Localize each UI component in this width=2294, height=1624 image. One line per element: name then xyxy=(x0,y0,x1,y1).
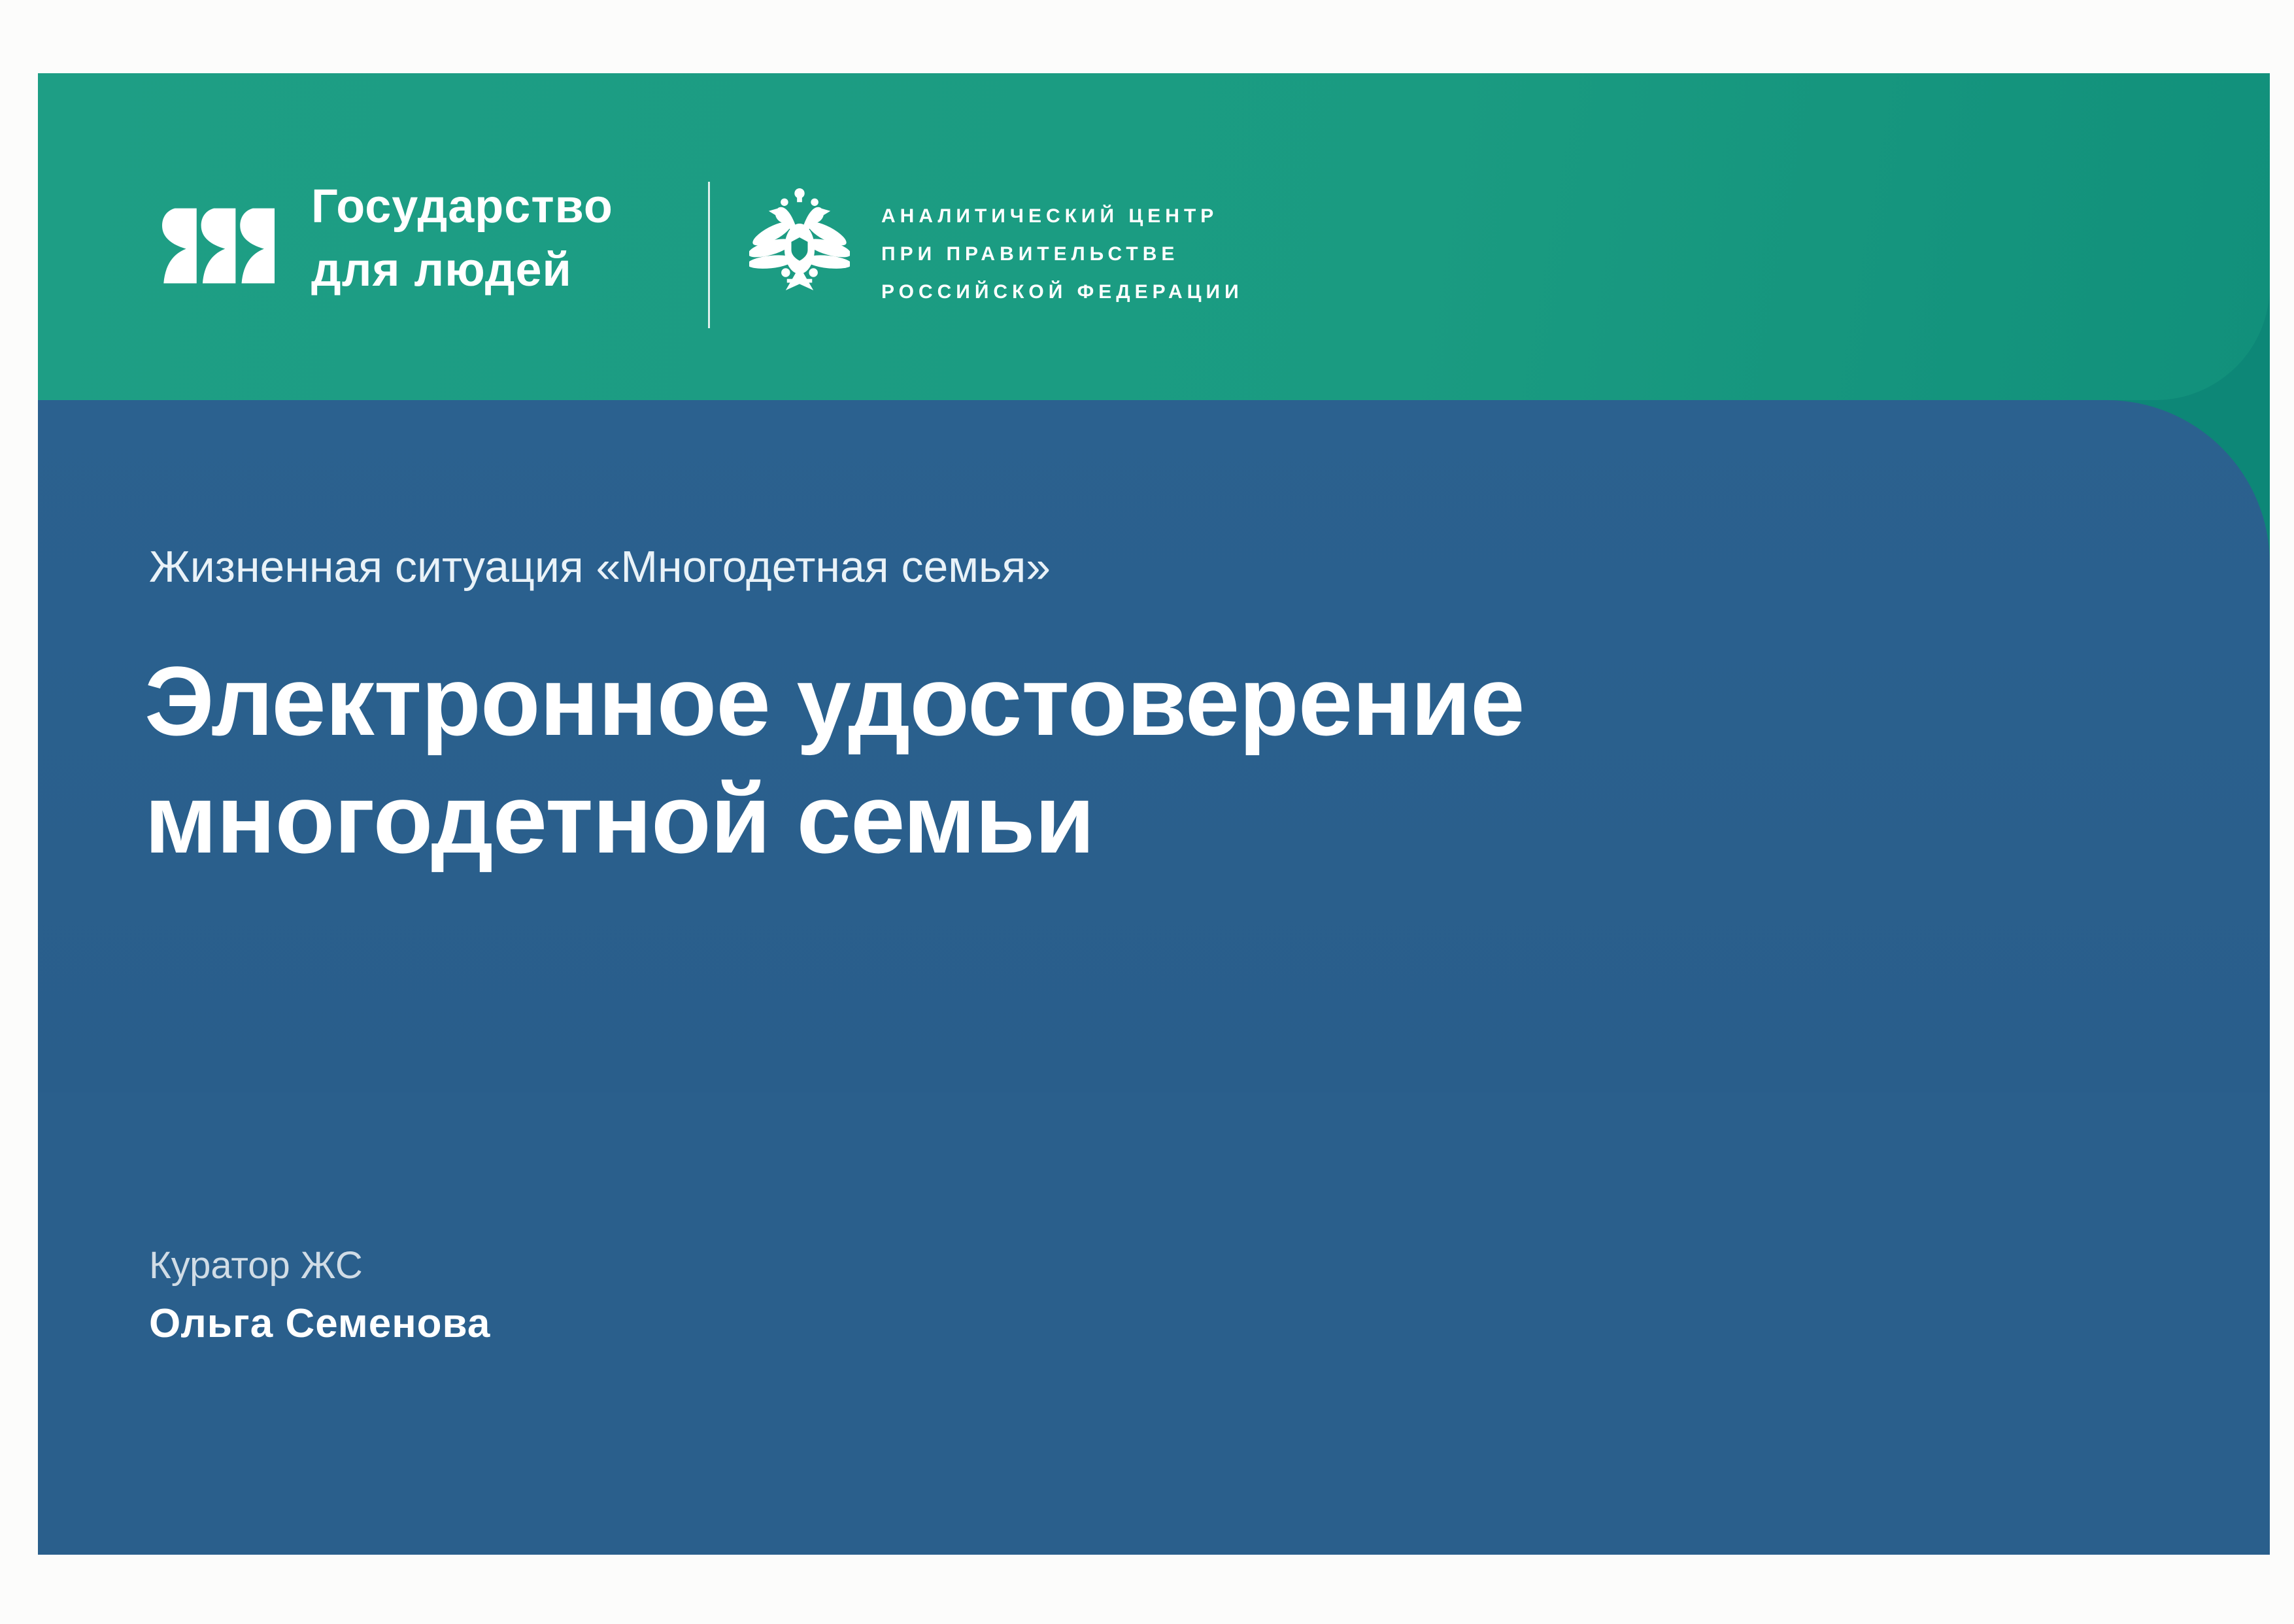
org-line2: ПРИ ПРАВИТЕЛЬСТВЕ xyxy=(881,243,1179,265)
brand-mark-icon xyxy=(162,183,275,309)
curator-label: Куратор ЖС xyxy=(149,1244,363,1287)
org-line3: РОССИЙСКОЙ ФЕДЕРАЦИИ xyxy=(881,281,1243,303)
life-situation-kicker: Жизненная ситуация «Многодетная семья» xyxy=(149,542,1051,592)
russian-coat-of-arms-icon xyxy=(749,184,850,294)
brand-line1: Государство xyxy=(311,180,613,233)
curator-name: Ольга Семенова xyxy=(149,1301,491,1346)
slide-title-line2: многодетной семьи xyxy=(144,764,1094,873)
brand-line2: для людей xyxy=(311,244,572,296)
org-line1: АНАЛИТИЧЕСКИЙ ЦЕНТР xyxy=(881,205,1219,227)
title-slide xyxy=(38,73,2270,1555)
brand-wordmark xyxy=(311,175,613,302)
org-name xyxy=(881,197,1243,311)
slide-title-line1: Электронное удостоверение xyxy=(144,646,1525,756)
slide-title xyxy=(144,642,1524,877)
header-divider xyxy=(708,182,710,328)
